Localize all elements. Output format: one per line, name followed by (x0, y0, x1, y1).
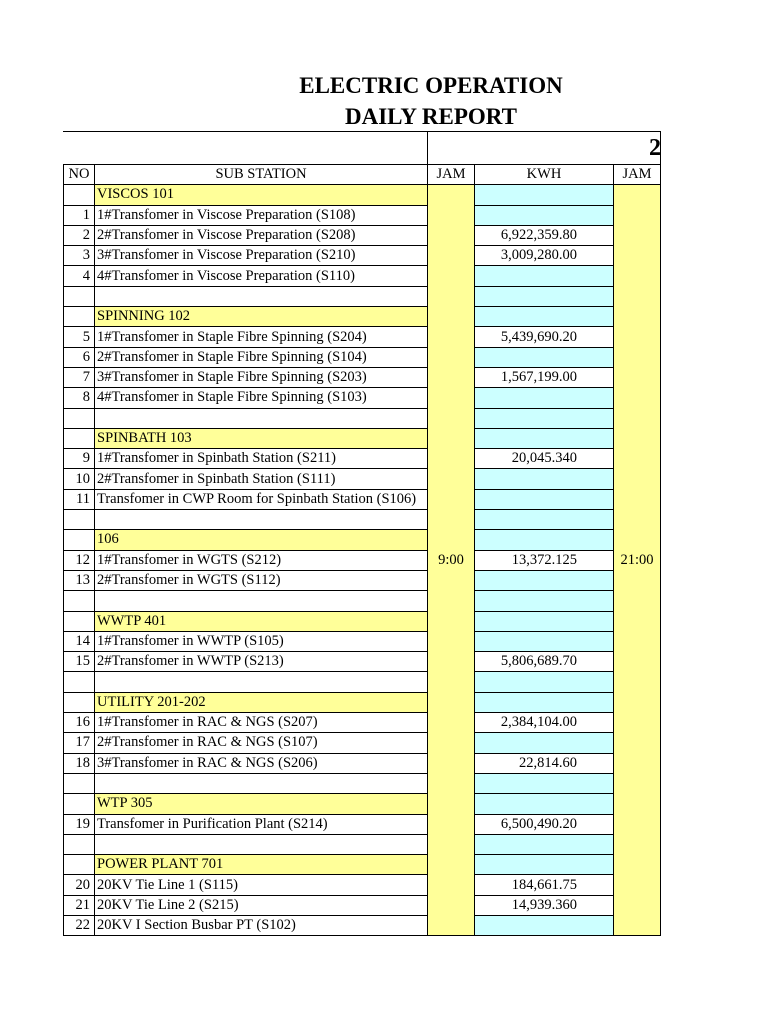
kwh-cell[interactable]: 184,661.75 (475, 875, 614, 895)
substation-name-cell[interactable]: 2#Transfomer in Staple Fibre Spinning (S104) (95, 347, 428, 367)
blank-row (64, 408, 661, 428)
substation-name-cell[interactable]: 3#Transfomer in RAC & NGS (S206) (95, 753, 428, 773)
table-row (64, 570, 661, 590)
substation-name-cell[interactable]: 3#Transfomer in Staple Fibre Spinning (S203) (95, 367, 428, 387)
table-row (64, 367, 661, 387)
section-label-cell[interactable]: WTP 305 (95, 794, 428, 814)
kwh-cell[interactable] (475, 611, 614, 631)
substation-name-cell[interactable] (95, 672, 428, 692)
kwh-cell[interactable]: 1,567,199.00 (475, 367, 614, 387)
header-no: NO (64, 165, 95, 185)
table-row (64, 753, 661, 773)
kwh-cell[interactable] (475, 915, 614, 935)
row-number-cell[interactable]: 4 (64, 266, 95, 286)
kwh-cell[interactable]: 6,500,490.20 (475, 814, 614, 834)
row-number-cell[interactable]: 8 (64, 388, 95, 408)
substation-name-cell[interactable]: 2#Transfomer in WGTS (S112) (95, 570, 428, 590)
kwh-cell[interactable] (475, 489, 614, 509)
section-label-cell[interactable]: UTILITY 201-202 (95, 692, 428, 712)
section-label-cell[interactable]: POWER PLANT 701 (95, 855, 428, 875)
row-number-cell[interactable]: 21 (64, 895, 95, 915)
substation-name-cell[interactable]: 2#Transfomer in Viscose Preparation (S208) (95, 225, 428, 245)
row-number-cell[interactable] (64, 834, 95, 854)
substation-name-cell[interactable]: Transfomer in Purification Plant (S214) (95, 814, 428, 834)
kwh-cell[interactable] (475, 773, 614, 793)
kwh-cell[interactable] (475, 408, 614, 428)
row-number-cell[interactable] (64, 672, 95, 692)
blank-row (64, 834, 661, 854)
row-number-cell[interactable] (64, 794, 95, 814)
row-number-cell[interactable] (64, 510, 95, 530)
substation-name-cell[interactable]: 1#Transfomer in Staple Fibre Spinning (S204) (95, 327, 428, 347)
kwh-cell[interactable] (475, 388, 614, 408)
row-number-cell[interactable]: 14 (64, 631, 95, 651)
substation-name-cell[interactable]: Transfomer in CWP Room for Spinbath Station (S106) (95, 489, 428, 509)
section-label-cell[interactable]: SPINNING 102 (95, 307, 428, 327)
row-number-cell[interactable] (64, 611, 95, 631)
row-number-cell[interactable] (64, 591, 95, 611)
row-number-cell[interactable]: 9 (64, 449, 95, 469)
substation-name-cell[interactable]: 1#Transfomer in Viscose Preparation (S108) (95, 205, 428, 225)
row-number-cell[interactable]: 11 (64, 489, 95, 509)
table-row (64, 388, 661, 408)
blank-row (64, 286, 661, 306)
row-number-cell[interactable] (64, 286, 95, 306)
table-header-row (64, 165, 661, 185)
row-number-cell[interactable]: 17 (64, 733, 95, 753)
kwh-cell[interactable]: 5,806,689.70 (475, 652, 614, 672)
blank-row (64, 672, 661, 692)
substation-name-cell[interactable] (95, 834, 428, 854)
section-label-cell[interactable]: 106 (95, 530, 428, 550)
table-row (64, 814, 661, 834)
table-row (64, 225, 661, 245)
substation-name-cell[interactable]: 20KV Tie Line 1 (S115) (95, 875, 428, 895)
section-label-cell[interactable]: SPINBATH 103 (95, 428, 428, 448)
jam-1-cell[interactable]: 9:00 (428, 185, 475, 936)
kwh-cell[interactable] (475, 185, 614, 205)
substation-name-cell[interactable]: 4#Transfomer in Staple Fibre Spinning (S103) (95, 388, 428, 408)
kwh-cell[interactable] (475, 672, 614, 692)
section-row (64, 794, 661, 814)
blank-row (64, 591, 661, 611)
substation-name-cell[interactable] (95, 773, 428, 793)
substation-name-cell[interactable]: 2#Transfomer in WWTP (S213) (95, 652, 428, 672)
kwh-cell[interactable] (475, 692, 614, 712)
substation-name-cell[interactable]: 3#Transfomer in Viscose Preparation (S210) (95, 246, 428, 266)
substation-name-cell[interactable]: 4#Transfomer in Viscose Preparation (S110) (95, 266, 428, 286)
table-row (64, 550, 661, 570)
table-row (64, 733, 661, 753)
table-row (64, 347, 661, 367)
substation-name-cell[interactable] (95, 591, 428, 611)
row-number-cell[interactable]: 1 (64, 205, 95, 225)
row-number-cell[interactable] (64, 530, 95, 550)
row-number-cell[interactable]: 19 (64, 814, 95, 834)
row-number-cell[interactable]: 10 (64, 469, 95, 489)
table-row (64, 652, 661, 672)
kwh-cell[interactable]: 5,439,690.20 (475, 327, 614, 347)
kwh-cell[interactable] (475, 469, 614, 489)
kwh-cell[interactable] (475, 855, 614, 875)
date-box-left-border (427, 131, 428, 165)
blank-row (64, 510, 661, 530)
substation-name-cell[interactable]: 20KV I Section Busbar PT (S102) (95, 915, 428, 935)
row-number-cell[interactable]: 3 (64, 246, 95, 266)
row-number-cell[interactable]: 13 (64, 570, 95, 590)
kwh-cell[interactable]: 22,814.60 (475, 753, 614, 773)
row-number-cell[interactable] (64, 692, 95, 712)
kwh-cell[interactable] (475, 347, 614, 367)
section-label-cell[interactable]: WWTP 401 (95, 611, 428, 631)
row-number-cell[interactable]: 15 (64, 652, 95, 672)
row-number-cell[interactable]: 20 (64, 875, 95, 895)
substation-name-cell[interactable]: 1#Transfomer in Spinbath Station (S211) (95, 449, 428, 469)
section-label-cell[interactable]: VISCOS 101 (95, 185, 428, 205)
substation-name-cell[interactable]: 1#Transfomer in WGTS (S212) (95, 550, 428, 570)
substation-table (63, 164, 661, 936)
kwh-cell[interactable]: 3,009,280.00 (475, 246, 614, 266)
table-row (64, 449, 661, 469)
table-row (64, 895, 661, 915)
blank-row (64, 773, 661, 793)
substation-name-cell[interactable] (95, 286, 428, 306)
report-date-fragment: 2 (649, 135, 661, 161)
row-number-cell[interactable]: 12 (64, 550, 95, 570)
substation-name-cell[interactable]: 1#Transfomer in RAC & NGS (S207) (95, 713, 428, 733)
table-row (64, 469, 661, 489)
kwh-cell[interactable] (475, 428, 614, 448)
row-number-cell[interactable] (64, 855, 95, 875)
substation-name-cell[interactable]: 2#Transfomer in RAC & NGS (S107) (95, 733, 428, 753)
section-row (64, 611, 661, 631)
report-title-line2: DAILY REPORT (345, 104, 517, 129)
table-row (64, 246, 661, 266)
header-substation: SUB STATION (95, 165, 428, 185)
kwh-cell[interactable] (475, 510, 614, 530)
kwh-cell[interactable] (475, 591, 614, 611)
row-number-cell[interactable] (64, 428, 95, 448)
kwh-cell[interactable] (475, 530, 614, 550)
table-row (64, 327, 661, 347)
section-row (64, 428, 661, 448)
header-jam-2: JAM (614, 165, 661, 185)
substation-name-cell[interactable]: 1#Transfomer in WWTP (S105) (95, 631, 428, 651)
title-underline (63, 131, 661, 132)
row-number-cell[interactable]: 6 (64, 347, 95, 367)
row-number-cell[interactable] (64, 408, 95, 428)
row-number-cell[interactable]: 7 (64, 367, 95, 387)
kwh-cell[interactable] (475, 631, 614, 651)
kwh-cell[interactable] (475, 834, 614, 854)
section-row (64, 530, 661, 550)
section-row (64, 692, 661, 712)
table-row (64, 205, 661, 225)
kwh-cell[interactable] (475, 307, 614, 327)
row-number-cell[interactable]: 5 (64, 327, 95, 347)
kwh-cell[interactable]: 2,384,104.00 (475, 713, 614, 733)
row-number-cell[interactable] (64, 773, 95, 793)
row-number-cell[interactable] (64, 307, 95, 327)
table-row (64, 713, 661, 733)
substation-name-cell[interactable] (95, 510, 428, 530)
kwh-cell[interactable] (475, 205, 614, 225)
kwh-cell[interactable] (475, 570, 614, 590)
kwh-cell[interactable]: 20,045.340 (475, 449, 614, 469)
kwh-cell[interactable] (475, 733, 614, 753)
kwh-cell[interactable]: 13,372.125 (475, 550, 614, 570)
kwh-cell[interactable] (475, 286, 614, 306)
row-number-cell[interactable] (64, 185, 95, 205)
kwh-cell[interactable] (475, 794, 614, 814)
row-number-cell[interactable]: 2 (64, 225, 95, 245)
substation-name-cell[interactable]: 20KV Tie Line 2 (S215) (95, 895, 428, 915)
section-row (64, 185, 661, 205)
row-number-cell[interactable]: 18 (64, 753, 95, 773)
substation-name-cell[interactable]: 2#Transfomer in Spinbath Station (S111) (95, 469, 428, 489)
row-number-cell[interactable]: 22 (64, 915, 95, 935)
substation-name-cell[interactable] (95, 408, 428, 428)
report-title-line1: ELECTRIC OPERATION (299, 73, 563, 98)
kwh-cell[interactable]: 14,939.360 (475, 895, 614, 915)
table-row (64, 489, 661, 509)
kwh-cell[interactable] (475, 266, 614, 286)
section-row (64, 855, 661, 875)
row-number-cell[interactable]: 16 (64, 713, 95, 733)
header-jam-1: JAM (428, 165, 475, 185)
table-row (64, 266, 661, 286)
section-row (64, 307, 661, 327)
table-row (64, 915, 661, 935)
header-kwh: KWH (475, 165, 614, 185)
table-row (64, 631, 661, 651)
jam-2-cell[interactable]: 21:00 (614, 185, 661, 936)
kwh-cell[interactable]: 6,922,359.80 (475, 225, 614, 245)
table-row (64, 875, 661, 895)
